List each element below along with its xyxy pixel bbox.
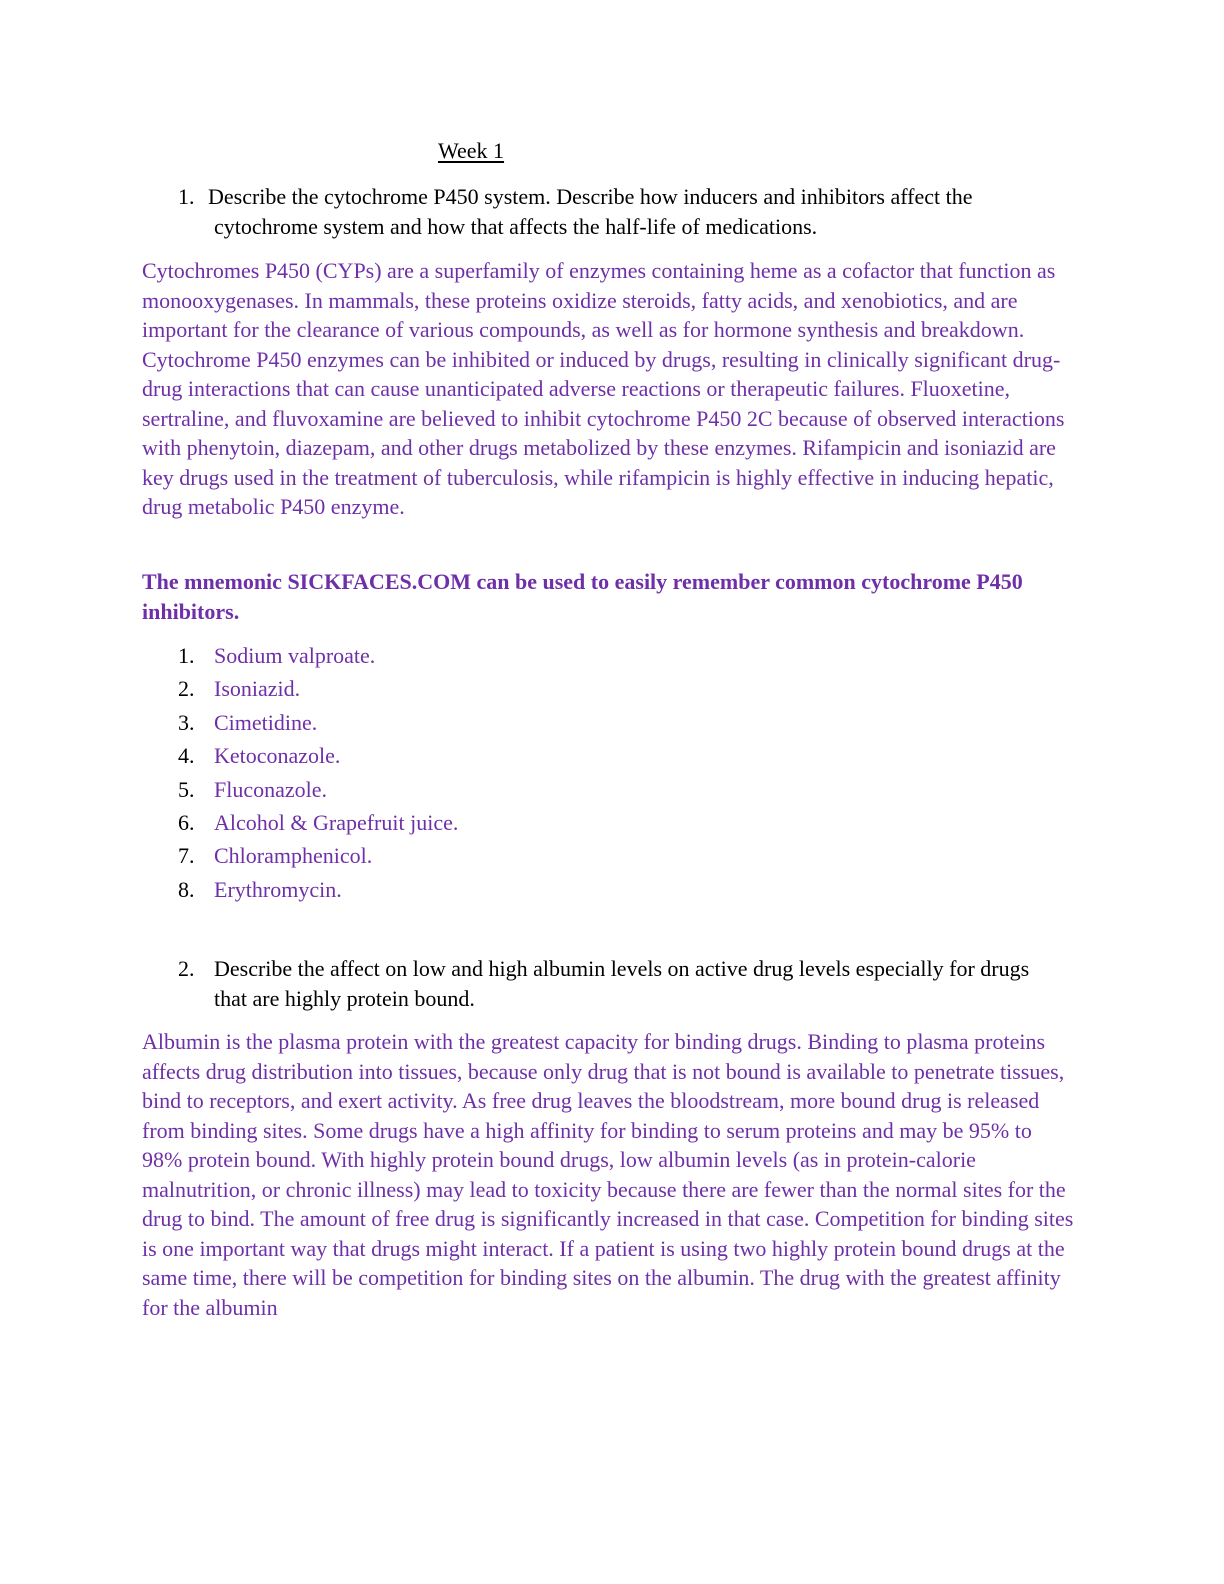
mnemonic-heading: The mnemonic SICKFACES.COM can be used to easily remember common cytochrome P450 inhibitors. bbox=[142, 569, 1023, 624]
list-item-number: 5. bbox=[178, 776, 195, 802]
list-item-text: Isoniazid. bbox=[214, 676, 301, 702]
list-item-number: 4. bbox=[178, 743, 195, 769]
list-item-text: Sodium valproate. bbox=[214, 643, 376, 668]
list-item-number: 2. bbox=[178, 676, 195, 702]
list-item-text: Cimetidine. bbox=[214, 709, 318, 735]
list-item-number: 1. bbox=[178, 643, 195, 668]
answer-2-paragraph: Albumin is the plasma protein with the greatest capacity for binding drugs. Binding to plasma proteins affects drug distribution into tissues, because only drug that is not bound is available to penetrate tissues, bind to receptors, and exert activity. As free drug leaves the bloodstream, more bound drug is released from binding sites. Some drugs have a high affinity for binding to serum proteins and may be 95% to 98% protein bound. With highly protein bound drugs, low albumin levels (as in protein-calorie malnutrition, or chronic illness) may lead to toxicity because there are fewer than the normal sites for the drug to bind. The amount of free drug is significantly increased in that case. Competition for binding sites is one important way that drugs might interact. If a patient is using two highly protein bound drugs at the same time, there will be competition for binding sites on the albumin. The drug with the greatest affinity for the albumin bbox=[142, 1029, 1074, 1320]
list-item-number: 3. bbox=[178, 709, 195, 735]
question-1-text: Describe the cytochrome P450 system. Describe how inducers and inhibitors affect the cytochrome system and how that affects the half-life of medications. bbox=[208, 184, 973, 239]
question-1-number: 1. bbox=[178, 184, 195, 209]
list-item-text: Chloramphenicol. bbox=[214, 843, 373, 869]
list-item-text: Fluconazole. bbox=[214, 776, 328, 802]
list-item-number: 8. bbox=[178, 876, 195, 902]
list-item-number: 6. bbox=[178, 809, 195, 835]
list-item-text: Alcohol & Grapefruit juice. bbox=[214, 809, 459, 835]
list-item-text: Erythromycin. bbox=[214, 876, 342, 902]
page-title: Week 1 bbox=[438, 138, 505, 163]
question-2-text: Describe the affect on low and high albumin levels on active drug levels especially for drugs that are highly protein bound. bbox=[214, 956, 1030, 1011]
list-item-text: Ketoconazole. bbox=[214, 743, 341, 769]
list-item-number: 7. bbox=[178, 843, 195, 869]
question-2 bbox=[178, 954, 1058, 1013]
question-2-number: 2. bbox=[178, 956, 195, 981]
answer-1-paragraph: Cytochromes P450 (CYPs) are a superfamily of enzymes containing heme as a cofactor that function as monooxygenases. In mammals, these proteins oxidize steroids, fatty acids, and xenobiotics, and are important for the clearance of various compounds, as well as for hormone synthesis and breakdown. Cytochrome P450 enzymes can be inhibited or induced by drugs, resulting in clinically significant drug-drug interactions that can cause unanticipated adverse reactions or therapeutic failures. Fluoxetine, sertraline, and fluvoxamine are believed to inhibit cytochrome P450 2C because of observed interactions with phenytoin, diazepam, and other drugs metabolized by these enzymes. Rifampicin and isoniazid are key drugs used in the treatment of tuberculosis, while rifampicin is highly effective in inducing hepatic, drug metabolic P450 enzyme. bbox=[142, 258, 1065, 520]
question-1 bbox=[178, 182, 1058, 241]
